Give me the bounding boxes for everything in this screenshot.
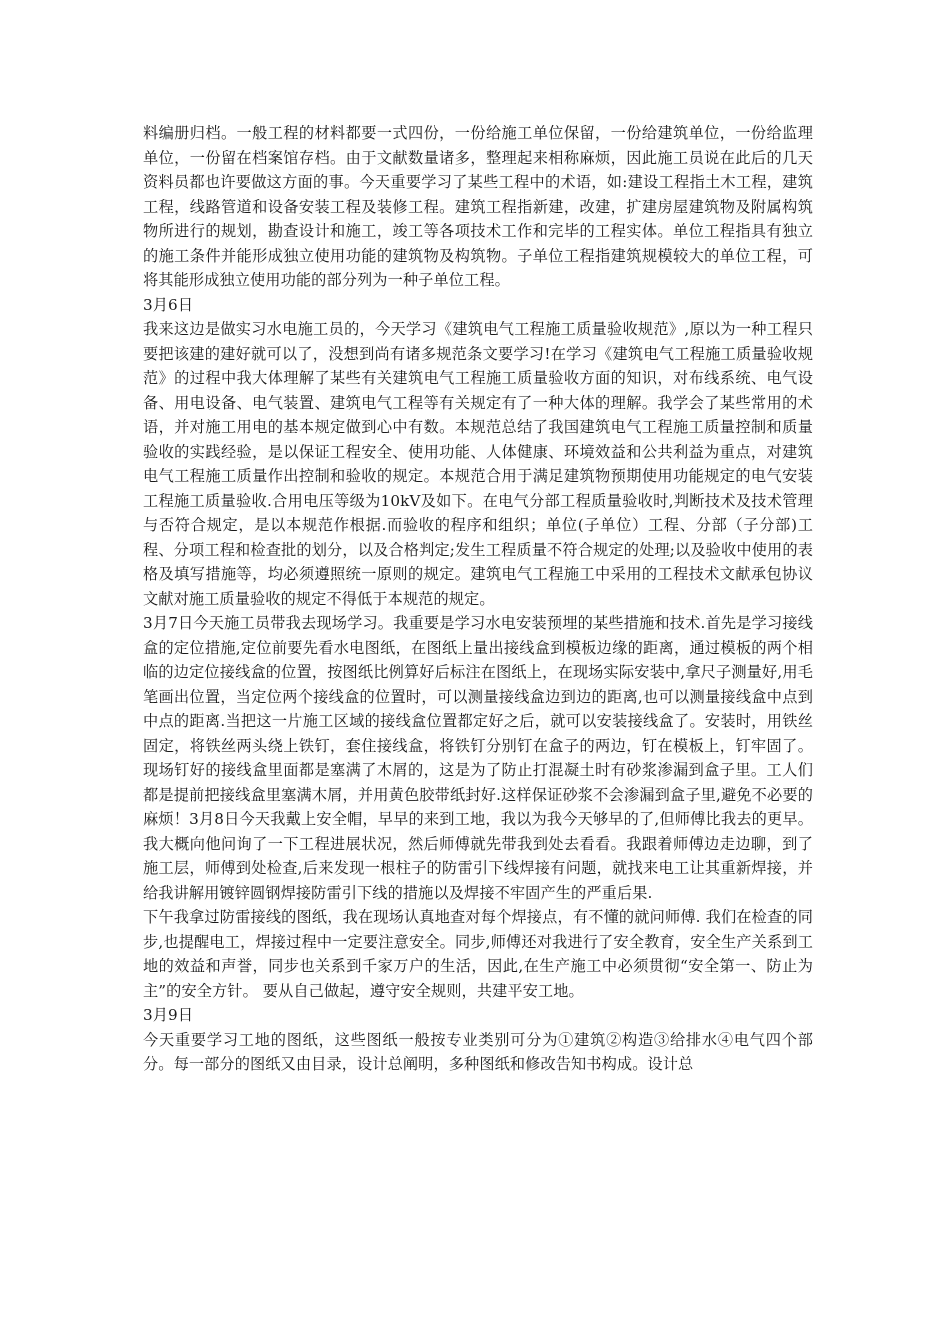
date-heading-march-9: 3月9日 bbox=[143, 1006, 194, 1024]
document-page bbox=[143, 121, 813, 1077]
paragraph-material-archiving: 料编册归档。一般工程的材料都要一式四份，一份给施工单位保留，一份给建筑单位，一份给监理单位，一份留在档案馆存档。由于文献数量诸多，整理起来相称麻烦，因此施工员说在此后的几天资料员都也许要做这方面的事。今天重要学习了某些工程中的术语，如:建设工程指土木工程，建筑工程，线路管道和设备安装工程及装修工程。建筑工程指新建，改建，扩建房屋建筑物及附属构筑物所进行的规划，勘查设计和施工，竣工等各项技术工作和完毕的工程实体。单位工程指具有独立的施工条件并能形成独立使用功能的建筑物及构筑物。子单位工程指建筑规模较大的单位工程，可将其能形成独立使用功能的部分列为一种子单位工程。 bbox=[143, 124, 813, 289]
paragraph-site-study-march-7-8: 3月7日今天施工员带我去现场学习。我重要是学习水电安装预埋的某些措施和技术.首先是学习接线盒的定位措施,定位前要先看水电图纸，在图纸上量出接线盒到模板边缘的距离，通过模板的两个相临的边定位接线盒的位置，按图纸比例算好后标注在图纸上，在现场实际安装中,拿尺子测量好,用毛笔画出位置，当定位两个接线盒的位置时，可以测量接线盒边到边的距离,也可以测量接线盒中点到中点的距离.当把这一片施工区域的接线盒位置都定好之后，就可以安装接线盒了。安装时，用铁丝固定，将铁丝两头绕上铁钉，套住接线盒，将铁钉分别钉在盒子的两边，钉在模板上，钉牢固了。现场钉好的接线盒里面都是塞满了木屑的，这是为了防止打混凝土时有砂浆渗漏到盒子里。工人们都是提前把接线盒里塞满木屑，并用黄色胶带纸封好.这样保证砂浆不会渗漏到盒子里,避免不必要的麻烦！3月8日今天我戴上安全帽，早早的来到工地，我以为我今天够早的了,但师傅比我去的更早。我大概向他问询了一下工程进展状况，然后师傅就先带我到处去看看。我跟着师傅边走边聊，到了施工层，师傅到处检查,后来发现一根柱子的防雷引下线焊接有问题，就找来电工让其重新焊接，并给我讲解用镀锌圆钢焊接防雷引下线的措施以及焊接不牢固产生的严重后果. bbox=[143, 614, 813, 902]
paragraph-afternoon-inspection: 下午我拿过防雷接线的图纸，我在现场认真地查对每个焊接点，有不懂的就问师傅. 我们在检查的同步,也提醒电工，焊接过程中一定要注意安全。同步,师傅还对我进行了安全教育，安全生产关系到工地的效益和声誉，同步也关系到千家万户的生活，因此,在生产施工中必须贯彻“安全第一、防止为主”的安全方针。 要从自己做起，遵守安全规则，共建平安工地。 bbox=[143, 908, 813, 1000]
paragraph-electrical-standard: 我来这边是做实习水电施工员的，今天学习《建筑电气工程施工质量验收规范》,原以为一种工程只要把该建的建好就可以了，没想到尚有诸多规范条文要学习!在学习《建筑电气工程施工质量验收规范》的过程中我大体理解了某些有关建筑电气工程施工质量验收方面的知识，对布线系统、电气设备、用电设备、电气装置、建筑电气工程等有关规定有了一种大体的理解。我学会了某些常用的术语，并对施工用电的基本规定做到心中有数。本规范总结了我国建筑电气工程施工质量控制和质量验收的实践经验，是以保证工程安全、使用功能、人体健康、环境效益和公共利益为重点，对建筑电气工程施工质量作出控制和验收的规定。本规范合用于满足建筑物预期使用功能规定的电气安装工程施工质量验收.合用电压等级为10kV及如下。在电气分部工程质量验收时,判断技术及技术管理与否符合规定，是以本规范作根据.而验收的程序和组织；单位(子单位）工程、分部（子分部)工程、分项工程和检查批的划分，以及合格判定;发生工程质量不符合规定的处理;以及验收中使用的表格及填写措施等，均必须遵照统一原则的规定。建筑电气工程施工中采用的工程技术文献承包协议文献对施工质量验收的规定不得低于本规范的规定。 bbox=[143, 320, 813, 608]
paragraph-drawings-study: 今天重要学习工地的图纸，这些图纸一般按专业类别可分为①建筑②构造③给排水④电气四个部分。每一部分的图纸又由目录，设计总阐明，多种图纸和修改告知书构成。设计总 bbox=[143, 1030, 813, 1073]
date-heading-march-6: 3月6日 bbox=[143, 295, 194, 314]
